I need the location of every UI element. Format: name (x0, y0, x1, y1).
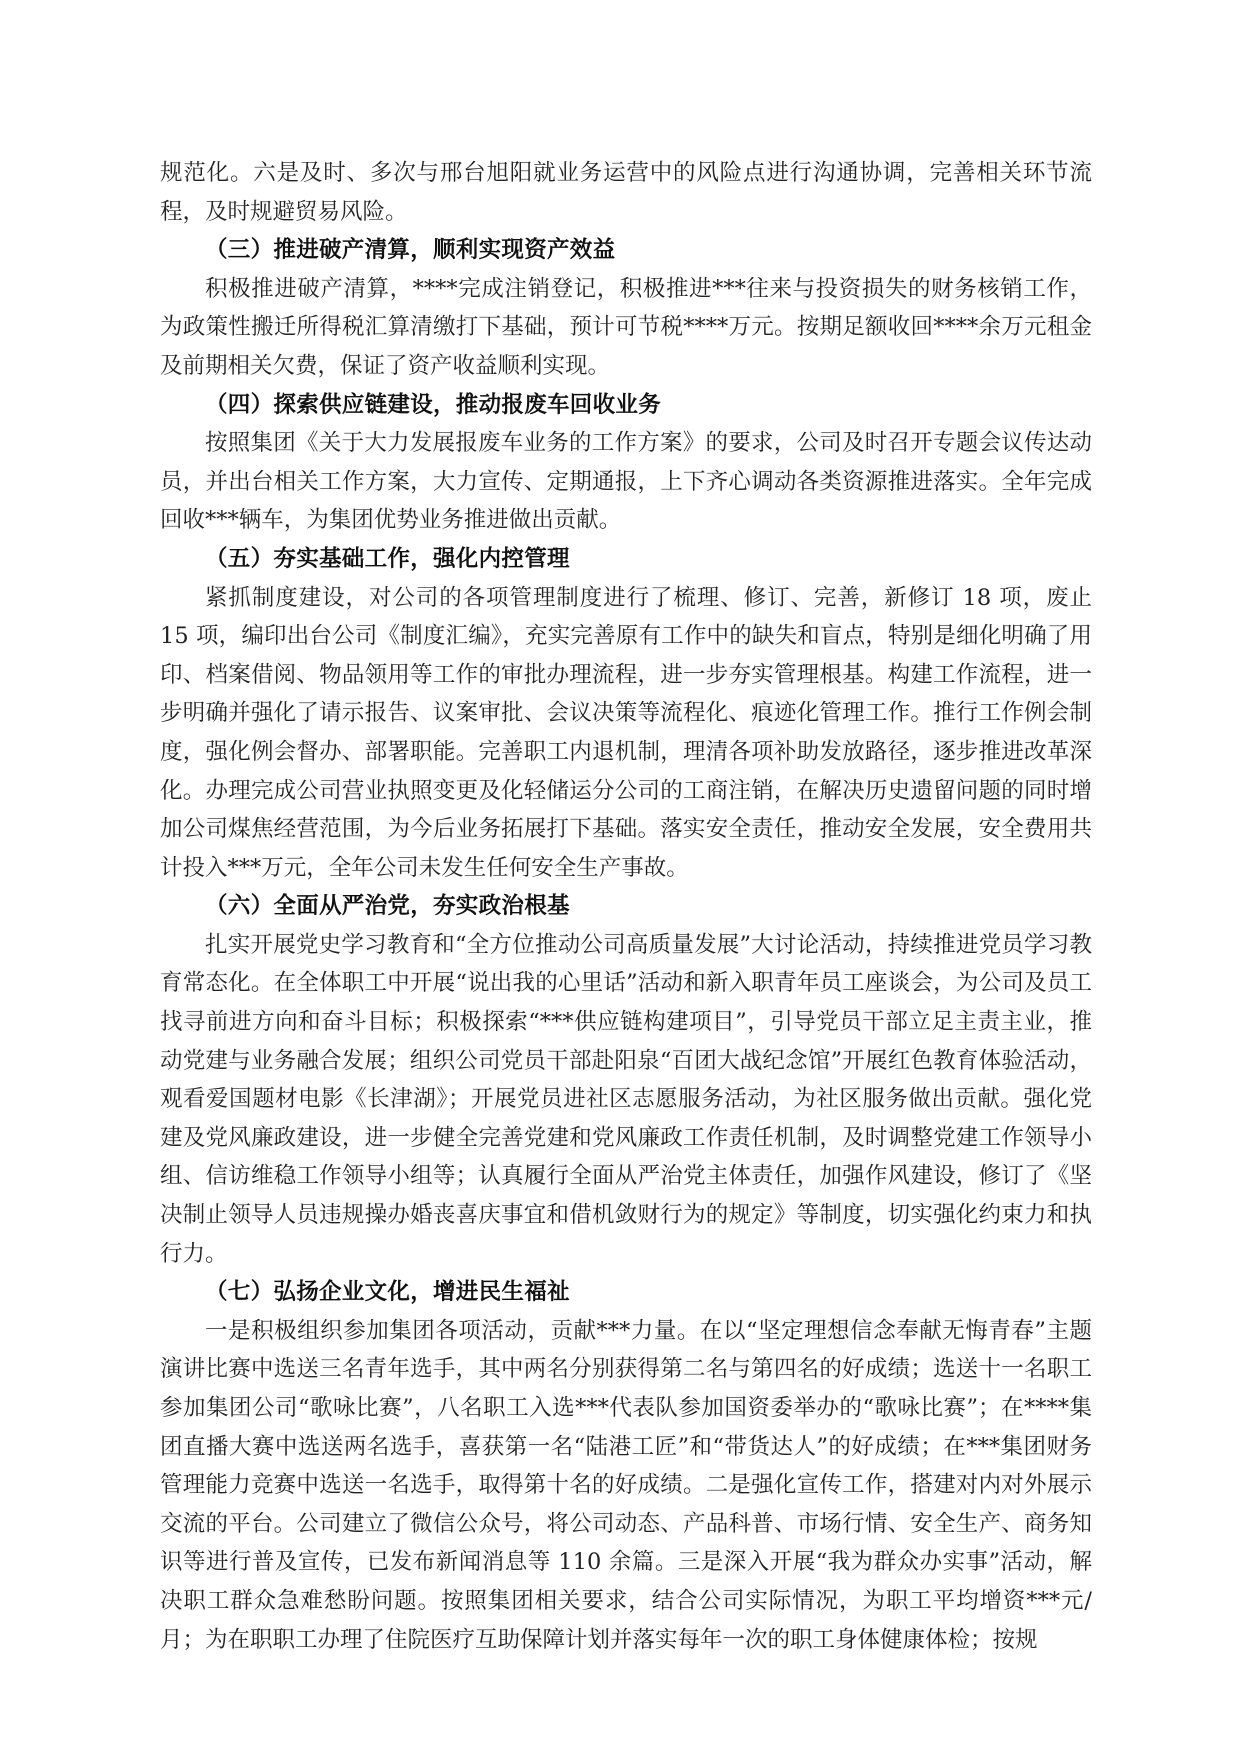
intro-paragraph: 规范化。六是及时、多次与邢台旭阳就业务运营中的风险点进行沟通协调，完善相关环节流程，及时规避贸易风险。 (160, 160, 1092, 225)
section-body-6: 扎实开展党史学习教育和“全方位推动公司高质量发展”大讨论活动，持续推进党员学习教育常态化。在全体职工中开展“说出我的心里话”活动和新入职青年员工座谈会，为公司及员工找寻前进方向和奋斗目标；积极探索“***供应链构建项目”，引导党员干部立足主责主业，推动党建与业务融合发展；组织公司党员干部赴阳泉“百团大战纪念馆”开展红色教育体验活动，观看爱国题材电影《长津湖》；开展党员进社区志愿服务活动，为社区服务做出贡献。强化党建及党风廉政建设，进一步健全完善党建和党风廉政工作责任机制，及时调整党建工作领导小组、信访维稳工作领导小组等；认真履行全面从严治党主体责任，加强作风建设，修订了《坚决制止领导人员违规操办婚丧喜庆事宜和借机敛财行为的规定》等制度，切实强化约束力和执行力。 (160, 931, 1092, 1267)
section-heading-5: （五）夯实基础工作，强化内控管理 (205, 545, 570, 572)
section-body-7: 一是积极组织参加集团各项活动，贡献***力量。在以“坚定理想信念奉献无悔青春”主题演讲比赛中选送三名青年选手，其中两名分别获得第二名与第四名的好成绩；选送十一名职工参加集团公司“歌咏比赛”，八名职工入选***代表队参加国资委举办的“歌咏比赛”；在****集团直播大赛中选送两名选手，喜获第一名“陆港工匠”和“带货达人”的好成绩；在***集团财务管理能力竞赛中选送一名选手，取得第十名的好成绩。二是强化宣传工作，搭建对内对外展示交流的平台。公司建立了微信公众号，将公司动态、产品科普、市场行情、安全生产、商务知识等进行普及宣传，已发布新闻消息等 110 余篇。三是深入开展“我为群众办实事”活动，解决职工群众急难愁盼问题。按照集团相关要求，结合公司实际情况，为职工平均增资***元/月；为在职职工办理了住院医疗互助保障计划并落实每年一次的职工身体健康体检；按规 (160, 1317, 1092, 1653)
section-body-3: 积极推进破产清算，****完成注销登记，积极推进***往来与投资损失的财务核销工作，为政策性搬迁所得税汇算清缴打下基础，预计可节税****万元。按期足额收回****余万元租金及前期相关欠费，保证了资产收益顺利实现。 (160, 275, 1092, 379)
section-heading-3: （三）推进破产清算，顺利实现资产效益 (205, 237, 616, 264)
section-heading-6: （六）全面从严治党，夯实政治根基 (205, 893, 570, 920)
section-heading-4: （四）探索供应链建设，推动报废车回收业务 (205, 391, 662, 418)
section-body-4: 按照集团《关于大力发展报废车业务的工作方案》的要求，公司及时召开专题会议传达动员，并出台相关工作方案，大力宣传、定期通报，上下齐心调动各类资源推进落实。全年完成回收***辆车，为集团优势业务推进做出贡献。 (160, 430, 1092, 534)
document-body (160, 154, 1092, 1659)
section-heading-7: （七）弘扬企业文化，增进民生福祉 (205, 1279, 570, 1306)
section-body-5: 紧抓制度建设，对公司的各项管理制度进行了梳理、修订、完善，新修订 18 项，废止 15 项，编印出台公司《制度汇编》，充实完善原有工作中的缺失和盲点，特别是细化明确了用印、档案借阅、物品领用等工作的审批办理流程，进一步夯实管理根基。构建工作流程，进一步明确并强化了请示报告、议案审批、会议决策等流程化、痕迹化管理工作。推行工作例会制度，强化例会督办、部署职能。完善职工内退机制，理清各项补助发放路径，逐步推进改革深化。办理完成公司营业执照变更及化轻储运分公司的工商注销，在解决历史遗留问题的同时增加公司煤焦经营范围，为今后业务拓展打下基础。落实安全责任，推动安全发展，安全费用共计投入***万元，全年公司未发生任何安全生产事故。 (160, 584, 1092, 881)
